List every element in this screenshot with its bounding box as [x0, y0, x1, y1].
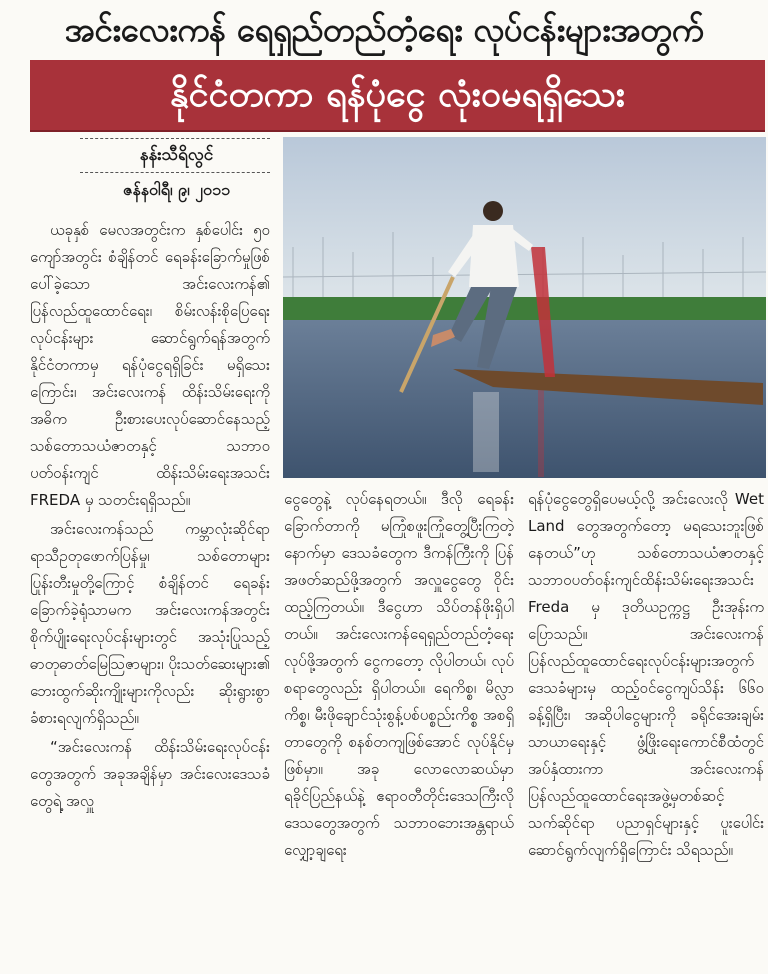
subheadline-banner: နိုင်ငံတကာ ရန်ပုံငွေ လုံးဝမရရှိသေး: [30, 60, 765, 132]
paragraph: ယခုနှစ် မေလအတွင်းက နှစ်ပေါင်း ၅၀ ကျော်အတွင်း စံချိန်တင် ရေခန်းခြောက်မှုဖြစ်ပေါ်ခဲ့သော အင်းလေးကန်၏ ပြန်လည်ထူထောင်ရေး၊ စိမ်းလန်းစိုပြေရေးလုပ်ငန်းများ ဆောင်ရွက်ရန်အတွက် နိုင်ငံတကာမှ ရန်ပုံငွေရရှိခြင်း မရှိသေးကြောင်း၊ အင်းလေးကန် ထိန်းသိမ်းရေးကို အဓိက ဦးစားပေးလုပ်ဆောင်နေသည့် သစ်တောသယံဇာတနှင့် သဘာဝပတ်ဝန်းကျင် ထိန်းသိမ်းရေးအသင်း FREDA မှ သတင်းရရှိသည်။: [30, 221, 270, 509]
article-photo-fisherman: [283, 137, 766, 478]
dateline: ဇန်နဝါရီ၊ ၉၊ ၂၀၁၁: [122, 180, 231, 199]
article-column-1: [30, 217, 270, 972]
paragraph: ငွေတွေနဲ့ လုပ်နေရတယ်။ ဒီလို ရေခန်းခြောက်တာကို မကြုံစဖူးကြုံတွေ့ပြီးကြတဲ့နောက်မှာ ဒေသခံတွေက ဒီကန်ကြီးကို ပြန်အဖတ်ဆည်ဖို့အတွက် အလှူငွေတွေ ဝိုင်းထည့်ကြတယ်။ ဒီငွေဟာ သိပ်တန်ဖိုးရှိပါတယ်။ အင်းလေးကန်ရေရှည်တည်တံ့ရေးလုပ်ဖို့အတွက် ငွေကတော့ လိုပါတယ်၊ လုပ်စရာတွေလည်း ရှိပါတယ်။ ရေကိစ္စ၊ မိလ္လာကိစ္စ၊ မီးဖိုချောင်သုံးစွန့်ပစ်ပစ္စည်းကိစ္စ အစရှိတာတွေကို စနစ်တကျဖြစ်အောင် လုပ်နိုင်မှဖြစ်မှာ။ အခု လောလောဆယ်မှာ ရခိုင်ပြည်နယ်နဲ့ ဧရာဝတီတိုင်းဒေသကြီးလို ဒေသတွေအတွက် သဘာဝဘေးအန္တရာယ်လျှော့ချရေး: [284, 490, 514, 859]
byline: နန်းသီရိလွင်: [139, 145, 214, 165]
article-column-2: [284, 486, 514, 972]
headline: အင်းလေးကန် ရေရှည်တည်တံ့ရေး လုပ်ငန်းများအတွက်: [64, 10, 704, 49]
paragraph: “အင်းလေးကန် ထိန်းသိမ်းရေးလုပ်ငန်းတွေအတွက် အခုအချိန်မှာ အင်းလေးဒေသခံတွေရဲ့ အလှူ: [30, 738, 270, 810]
article-column-3: [528, 486, 764, 972]
byline-divider-bottom: [80, 172, 270, 173]
photo-sky: [283, 137, 766, 312]
paragraph: အင်းလေးကန်သည် ကမ္ဘာလုံးဆိုင်ရာ ရာသီဥတုဖောက်ပြန်မှု၊ သစ်တောများ ပြုန်းတီးမှုတို့ကြောင့် စံချိန်တင် ရေခန်းခြောက်ခဲ့ရုံသာမက အင်းလေးကန်အတွင်း စိုက်ပျိုးရေးလုပ်ငန်းများတွင် အသုံးပြုသည့် ဓာတုဓာတ်မြေသြဇာများ၊ ပိုးသတ်ဆေးများ၏ ဘေးထွက်ဆိုးကျိုးများကိုလည်း ဆိုးရွားစွာခံစားရလျက်ရှိသည်။: [30, 520, 270, 727]
paragraph: ရန်ပုံငွေတွေရှိပေမယ့်လို့ အင်းလေးလို Wet Land တွေအတွက်တော့ မရသေးဘူးဖြစ်နေတယ်”ဟု သစ်တောသယံဇာတနှင့် သဘာဝပတ်ဝန်းကျင်ထိန်းသိမ်းရေးအသင်း Freda မှ ဒုတိယဥက္ကဋ္ဌ ဦးအုန်းကပြောသည်။ အင်းလေးကန် ပြန်လည်ထူထောင်ရေးလုပ်ငန်းများအတွက် ဒေသခံများမှ ထည့်ဝင်ငွေကျပ်သိန်း ၆၆၀ ခန့်ရှိပြီး၊ အဆိုပါငွေများကို ခရိုင်အေးချမ်းသာယာရေးနှင့် ဖွံ့ဖြိုးရေးကောင်စီထံတွင် အပ်နှံထားကာ အင်းလေးကန် ပြန်လည်ထူထောင်ရေးအဖွဲ့မှတစ်ဆင့် သက်ဆိုင်ရာ ပညာရှင်များနှင့် ပူးပေါင်းဆောင်ရွက်လျက်ရှိကြောင်း သိရသည်။: [528, 490, 764, 859]
byline-divider-top: [80, 138, 270, 139]
